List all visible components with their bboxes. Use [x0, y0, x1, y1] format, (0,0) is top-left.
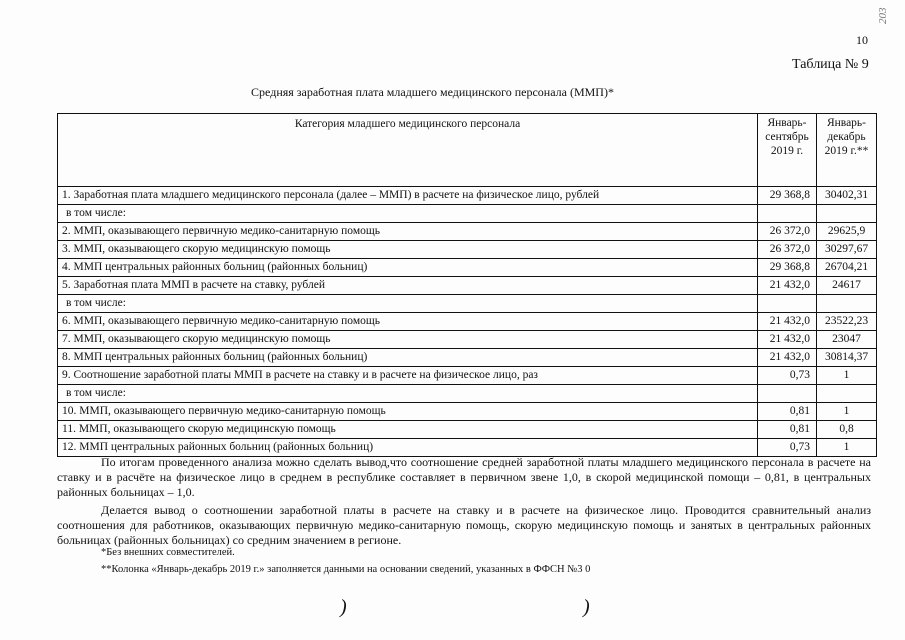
row-label: 3. ММП, оказывающего скорую медицинскую помощь — [58, 241, 758, 259]
row-value-jan-dec: 23522,23 — [817, 313, 877, 331]
row-value-jan-dec: 26704,21 — [817, 259, 877, 277]
row-value-jan-sep — [758, 205, 817, 223]
row-label: 5. Заработная плата ММП в расчете на ставку, рублей — [58, 277, 758, 295]
table-row — [58, 385, 877, 403]
analysis-paragraph: Делается вывод о соотношении заработной платы в расчете на ставку и в расчете на физическое лицо. Проводится сравнительный анализ соотношения для работников, оказывающих первичную медико-санитарную помощь, скорую медицинскую помощь и занятых в центральных районных больницах (районных больницах) со средним значением в регионе. — [57, 503, 871, 547]
row-value-jan-sep: 21 432,0 — [758, 349, 817, 367]
row-label: 7. ММП, оказывающего скорую медицинскую помощь — [58, 331, 758, 349]
row-label: 1. Заработная плата младшего медицинского персонала (далее – ММП) в расчете на физическое лицо, рублей — [58, 187, 758, 205]
row-value-jan-sep — [758, 295, 817, 313]
table-row — [58, 241, 877, 259]
row-value-jan-dec: 30814,37 — [817, 349, 877, 367]
row-value-jan-dec: 0,8 — [817, 421, 877, 439]
table-row — [58, 295, 877, 313]
table-row — [58, 259, 877, 277]
row-value-jan-dec: 1 — [817, 367, 877, 385]
row-label: в том числе: — [58, 295, 758, 313]
row-label: 10. ММП, оказывающего первичную медико-санитарную помощь — [58, 403, 758, 421]
table-row — [58, 421, 877, 439]
row-value-jan-sep: 21 432,0 — [758, 331, 817, 349]
row-value-jan-dec: 29625,9 — [817, 223, 877, 241]
row-value-jan-sep: 0,81 — [758, 403, 817, 421]
footnote-2: **Колонка «Январь-декабрь 2019 г.» заполняется данными на основании сведений, указанных в ФФСН №3 0 — [101, 564, 591, 575]
row-value-jan-sep: 29 368,8 — [758, 259, 817, 277]
row-value-jan-sep: 21 432,0 — [758, 313, 817, 331]
row-label: 12. ММП центральных районных больниц (районных больниц) — [58, 439, 758, 457]
table-row — [58, 187, 877, 205]
row-value-jan-dec — [817, 385, 877, 403]
bottom-mark-left: ) — [340, 596, 347, 618]
bottom-mark-right: ) — [583, 596, 590, 618]
table-row — [58, 349, 877, 367]
table-row — [58, 223, 877, 241]
row-value-jan-sep: 0,81 — [758, 421, 817, 439]
table-row — [58, 367, 877, 385]
conclusion-paragraph: По итогам проведенного анализа можно сделать вывод,что соотношение средней заработной платы младшего медицинского персонала в расчете на ставку и в расчёте на физическое лицо в среднем в республике составляет в первичном звене 1,0, в скорой медицинской помощи – 0,81, в центральных районных больницах – 1,0. — [57, 455, 871, 499]
header-period2: Январь-декабрь 2019 г.** — [817, 114, 877, 187]
margin-handwritten-number: 203 — [877, 7, 889, 24]
table-title: Средняя заработная плата младшего медицинского персонала (ММП)* — [251, 85, 614, 99]
table-row — [58, 439, 877, 457]
row-value-jan-sep: 26 372,0 — [758, 223, 817, 241]
row-label: 9. Соотношение заработной платы ММП в расчете на ставку и в расчете на физическое лицо, раз — [58, 367, 758, 385]
header-category: Категория младшего медицинского персонала — [58, 114, 758, 187]
table-header-row — [58, 114, 877, 187]
row-label: 4. ММП центральных районных больниц (районных больниц) — [58, 259, 758, 277]
row-value-jan-sep — [758, 385, 817, 403]
row-value-jan-sep: 29 368,8 — [758, 187, 817, 205]
row-label: 8. ММП центральных районных больниц (районных больниц) — [58, 349, 758, 367]
row-value-jan-sep: 0,73 — [758, 367, 817, 385]
row-value-jan-sep: 26 372,0 — [758, 241, 817, 259]
table-label: Таблица № 9 — [792, 57, 869, 72]
table-row — [58, 277, 877, 295]
row-value-jan-dec: 24617 — [817, 277, 877, 295]
row-value-jan-dec — [817, 295, 877, 313]
row-value-jan-sep: 21 432,0 — [758, 277, 817, 295]
footnote-1: *Без внешних совместителей. — [101, 547, 235, 558]
header-period1: Январь-сентябрь 2019 г. — [758, 114, 817, 187]
table-row — [58, 205, 877, 223]
page-number: 10 — [856, 33, 868, 47]
row-value-jan-dec: 1 — [817, 439, 877, 457]
row-value-jan-dec: 1 — [817, 403, 877, 421]
row-label: в том числе: — [58, 385, 758, 403]
row-label: 11. ММП, оказывающего скорую медицинскую помощь — [58, 421, 758, 439]
salary-table — [57, 113, 877, 457]
table-row — [58, 403, 877, 421]
row-value-jan-dec: 30402,31 — [817, 187, 877, 205]
row-value-jan-sep: 0,73 — [758, 439, 817, 457]
row-label: 2. ММП, оказывающего первичную медико-санитарную помощь — [58, 223, 758, 241]
table-row — [58, 331, 877, 349]
row-value-jan-dec — [817, 205, 877, 223]
row-label: 6. ММП, оказывающего первичную медико-санитарную помощь — [58, 313, 758, 331]
row-label: в том числе: — [58, 205, 758, 223]
table-row — [58, 313, 877, 331]
row-value-jan-dec: 30297,67 — [817, 241, 877, 259]
row-value-jan-dec: 23047 — [817, 331, 877, 349]
